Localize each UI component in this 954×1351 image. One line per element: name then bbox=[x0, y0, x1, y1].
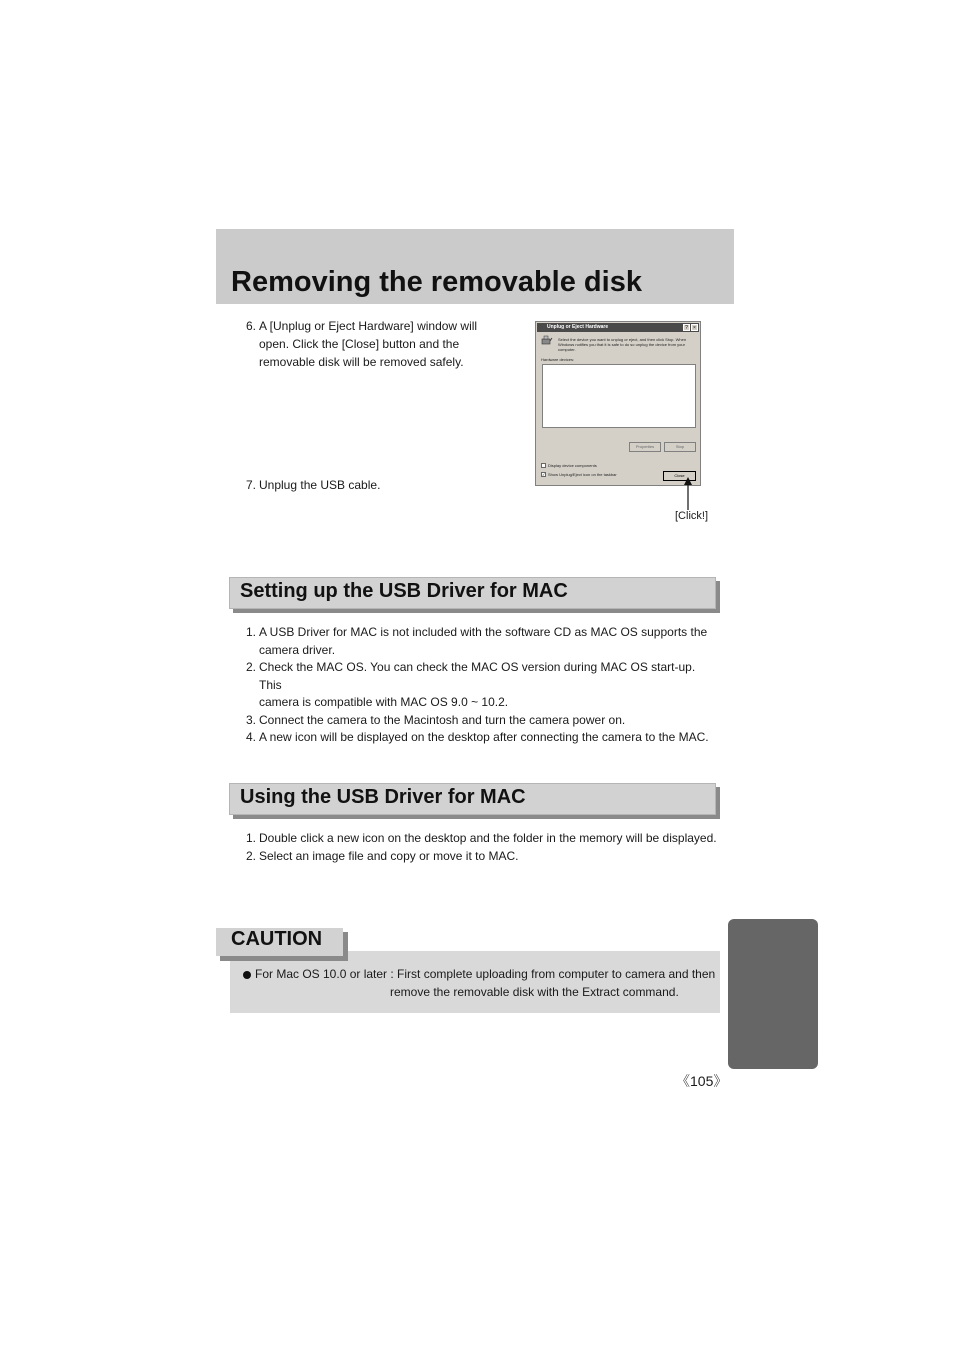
display-components-label: Display device components bbox=[548, 463, 597, 468]
item-text: Check the MAC OS. You can check the MAC OS version during MAC OS start-up. This bbox=[259, 660, 696, 692]
caution-text-line2: remove the removable disk with the Extract command. bbox=[390, 985, 679, 999]
step-7-text: Unplug the USB cable. bbox=[259, 478, 381, 492]
step-7-number: 7. bbox=[246, 478, 257, 492]
item-number: 2. bbox=[246, 660, 257, 674]
caution-title: CAUTION bbox=[231, 928, 323, 950]
list-item bbox=[246, 659, 720, 712]
list-item bbox=[246, 712, 720, 730]
section-title-setup: Setting up the USB Driver for MAC bbox=[240, 580, 568, 602]
item-number: 2. bbox=[246, 848, 257, 863]
step-7 bbox=[246, 476, 508, 494]
help-icon[interactable]: ? bbox=[683, 324, 690, 331]
step-6 bbox=[246, 317, 508, 371]
section-title-using: Using the USB Driver for MAC bbox=[240, 786, 526, 808]
item-text: A USB Driver for MAC is not included with the software CD as MAC OS supports the bbox=[259, 625, 708, 639]
hardware-devices-list[interactable] bbox=[542, 364, 696, 428]
list-item bbox=[246, 830, 720, 848]
list-item bbox=[246, 624, 720, 659]
step-6-text: A [Unplug or Eject Hardware] window will open. Click the [Close] button and the removable disk will be removed safely. bbox=[259, 319, 478, 369]
show-icon-checkbox[interactable]: ✓ bbox=[542, 472, 546, 477]
click-label: [Click!] bbox=[675, 510, 708, 522]
using-steps-list bbox=[246, 830, 720, 865]
page-title: Removing the removable disk bbox=[231, 266, 642, 298]
step-6-number: 6. bbox=[246, 319, 257, 333]
hardware-devices-label: Hardware devices: bbox=[541, 357, 575, 362]
item-text: A new icon will be displayed on the desktop after connecting the camera to the MAC. bbox=[259, 730, 709, 744]
close-icon[interactable]: × bbox=[691, 324, 698, 331]
item-text: camera driver. bbox=[259, 642, 336, 657]
item-number: 1. bbox=[246, 831, 257, 845]
properties-button[interactable]: Properties bbox=[629, 442, 661, 452]
unplug-eject-dialog bbox=[535, 321, 701, 486]
item-text: camera is compatible with MAC OS 9.0 ~ 10.2. bbox=[259, 695, 509, 709]
item-number: 1. bbox=[246, 625, 257, 639]
dialog-description-line: Windows notifies you that it is safe to do so unplug the device from your bbox=[558, 342, 685, 347]
dialog-title: Unplug or Eject Hardware bbox=[547, 324, 609, 330]
setup-steps-list bbox=[246, 624, 720, 747]
item-text: Double click a new icon on the desktop and the folder in the memory will be displayed. bbox=[259, 831, 717, 845]
list-item bbox=[246, 729, 720, 747]
bullet-icon bbox=[243, 971, 251, 979]
hardware-icon bbox=[541, 335, 553, 347]
arrow-up-icon bbox=[682, 476, 694, 512]
list-item bbox=[246, 848, 720, 866]
dialog-description-line: Select the device you want to unplug or eject, and then click Stop. When bbox=[558, 337, 687, 342]
item-text: Select an image file and copy or move it to MAC. bbox=[259, 848, 519, 863]
side-tab bbox=[728, 919, 818, 1069]
item-text: Connect the camera to the Macintosh and turn the camera power on. bbox=[259, 712, 626, 727]
close-button[interactable]: Close bbox=[663, 471, 696, 481]
caution-text-line1: For Mac OS 10.0 or later : First complete uploading from computer to camera and then bbox=[255, 967, 716, 981]
page-number: 《105》 bbox=[676, 1073, 728, 1089]
stop-button[interactable]: Stop bbox=[664, 442, 696, 452]
dialog-description bbox=[558, 337, 686, 352]
dialog-description-line: computer. bbox=[558, 347, 576, 352]
item-number: 3. bbox=[246, 712, 257, 727]
display-components-checkbox[interactable] bbox=[541, 463, 546, 468]
show-icon-label: Show Unplug/Eject icon on the taskbar bbox=[548, 472, 617, 477]
item-number: 4. bbox=[246, 730, 257, 744]
dialog-title-bar bbox=[537, 323, 699, 332]
